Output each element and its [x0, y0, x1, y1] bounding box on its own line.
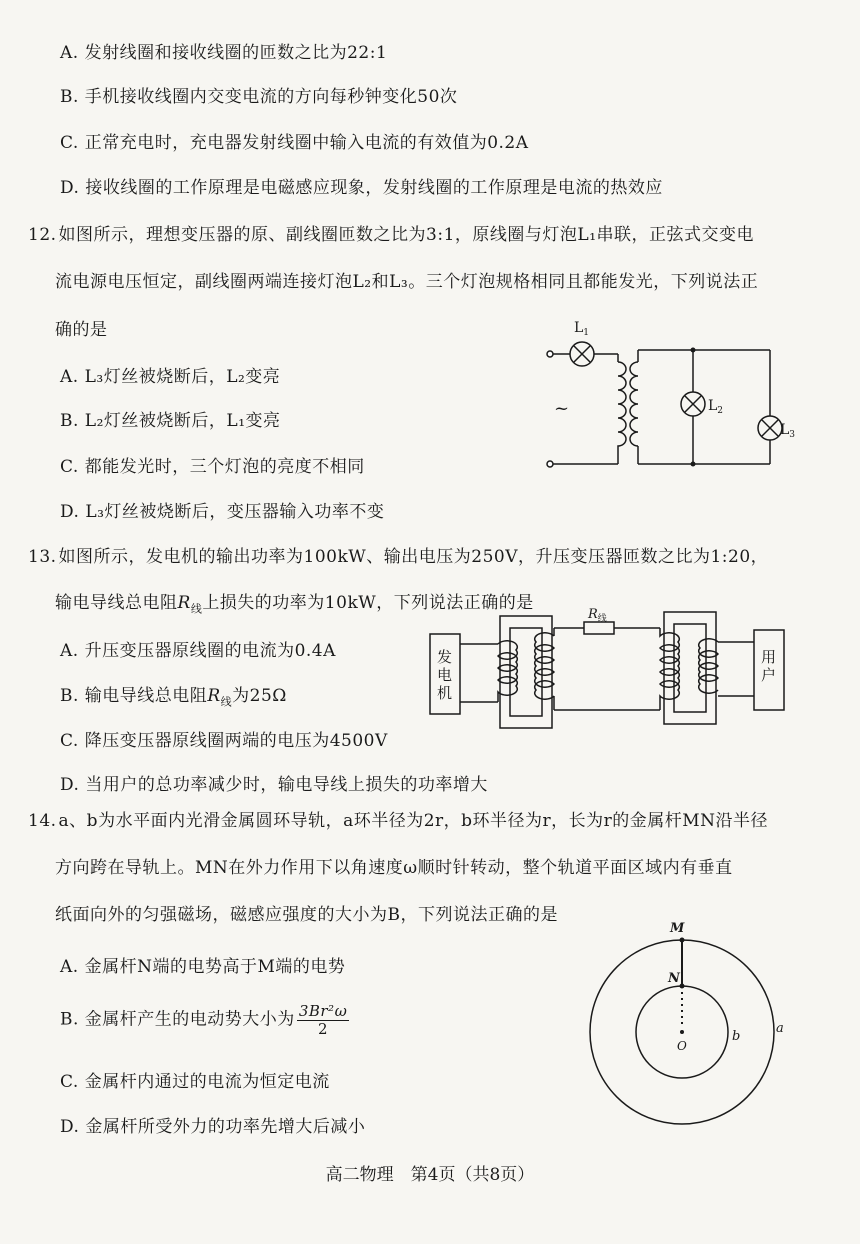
fraction-numerator: 3Br²ω [298, 1002, 348, 1020]
q13-option-c: C. 降压变压器原线圈两端的电压为4500V [60, 731, 388, 751]
q12-stem-line2: 流电源电压恒定，副线圈两端连接灯泡L₂和L₃。三个灯泡规格相同且都能发光，下列说法正 [55, 272, 759, 292]
resistor-label: $R_线$ [588, 607, 607, 624]
q12-text-1: 如图所示，理想变压器的原、副线圈匝数之比为3:1，原线圈与灯泡L₁串联，正弦式交变电 [58, 225, 755, 245]
q14-option-b-text: B. 金属杆产生的电动势大小为 [60, 1009, 295, 1030]
q13-text-2b: 上损失的功率为10kW，下列说法正确的是 [202, 593, 534, 613]
step-down-secondary-coil-icon [699, 639, 718, 693]
point-m-label: M [670, 921, 685, 936]
q13-option-b [60, 681, 287, 709]
fraction-denominator: 2 [318, 1019, 329, 1038]
q13-number: 13. [28, 547, 57, 567]
label-l1: $L_1$ [574, 320, 590, 338]
q14-stem-line3: 纸面向外的匀强磁场，磁感应强度的大小为B，下列说法正确的是 [55, 905, 558, 925]
q13-option-b-sub: 线 [220, 695, 233, 709]
q13-r-symbol: R [177, 593, 191, 613]
q13-option-b-r: R [207, 686, 221, 706]
page-footer: 高二物理 第4页（共8页） [325, 1165, 535, 1185]
step-up-primary-coil-icon [498, 641, 517, 702]
label-l2: $L_2$ [708, 398, 724, 416]
label-l3: $L_3$ [780, 422, 796, 440]
q13-option-a: A. 升压变压器原线圈的电流为0.4A [60, 641, 336, 661]
q12-option-c: C. 都能发光时，三个灯泡的亮度不相同 [60, 457, 365, 477]
q14-number: 14. [28, 811, 57, 831]
q11-option-a: A. 发射线圈和接收线圈的匝数之比为22:1 [60, 43, 388, 63]
q14-stem-line2: 方向跨在导轨上。MN在外力作用下以角速度ω顺时针转动，整个轨道平面区域内有垂直 [55, 858, 733, 878]
q14-option-c: C. 金属杆内通过的电流为恒定电流 [60, 1072, 330, 1092]
q12-option-a: A. L₃灯丝被烧断后，L₂变亮 [60, 367, 281, 387]
step-down-primary-coil-icon [660, 628, 679, 710]
q13-option-d: D. 当用户的总功率减少时，输电导线上损失的功率增大 [60, 775, 488, 795]
ac-source-symbol: ~ [554, 398, 570, 419]
q12-stem-line3: 确的是 [55, 320, 108, 340]
q12-stem-line1 [28, 220, 754, 245]
q12-option-d: D. L₃灯丝被烧断后，变压器输入功率不变 [60, 502, 385, 522]
q13-text-1: 如图所示，发电机的输出功率为100kW、输出电压为250V，升压变压器匝数之比为1:20， [58, 547, 769, 567]
user-label-2: 户 [761, 666, 777, 684]
q14-option-d: D. 金属杆所受外力的功率先增大后减小 [60, 1117, 366, 1137]
q13-text-2a: 输电导线总电阻 [55, 593, 178, 613]
q14-concentric-rings-diagram [580, 914, 800, 1146]
secondary-coil-icon [630, 362, 638, 446]
ring-b-label: b [732, 1029, 741, 1044]
primary-coil-icon [618, 354, 626, 464]
q13-option-b-value: 为25Ω [232, 686, 287, 706]
q14-option-a: A. 金属杆N端的电势高于M端的电势 [60, 957, 346, 977]
q12-number: 12. [28, 225, 57, 245]
q14-option-b [60, 1003, 349, 1037]
point-n-label: N [668, 971, 680, 986]
generator-label-2: 电 [437, 666, 453, 684]
step-up-secondary-coil-icon [535, 633, 554, 699]
q13-stem-line1 [28, 542, 768, 567]
generator-label-1: 发 [437, 648, 453, 666]
q14-stem-line1 [28, 806, 768, 831]
step-down-core [664, 612, 716, 724]
ring-a-label: a [776, 1021, 784, 1036]
q14-text-1: a、b为水平面内光滑金属圆环导轨，a环半径为2r，b环半径为r，长为r的金属杆MN沿半径 [58, 811, 769, 831]
q13-r-subscript: 线 [190, 602, 203, 616]
q11-option-c: C. 正常充电时，充电器发射线圈中输入电流的有效值为0.2A [60, 133, 529, 153]
q13-power-transmission-diagram [428, 606, 788, 736]
q11-option-d: D. 接收线圈的工作原理是电磁感应现象，发射线圈的工作原理是电流的热效应 [60, 178, 663, 198]
user-label-1: 用 [761, 648, 777, 666]
q11-option-b: B. 手机接收线圈内交变电流的方向每秒钟变化50次 [60, 87, 458, 107]
q12-option-b: B. L₂灯丝被烧断后，L₁变亮 [60, 411, 281, 431]
q12-transformer-circuit-diagram [540, 318, 810, 478]
q13-option-b-text: B. 输电导线总电阻 [60, 686, 208, 706]
q14-option-b-fraction [297, 1003, 349, 1037]
generator-label-3: 机 [437, 684, 453, 702]
point-o-label: O [677, 1039, 687, 1053]
